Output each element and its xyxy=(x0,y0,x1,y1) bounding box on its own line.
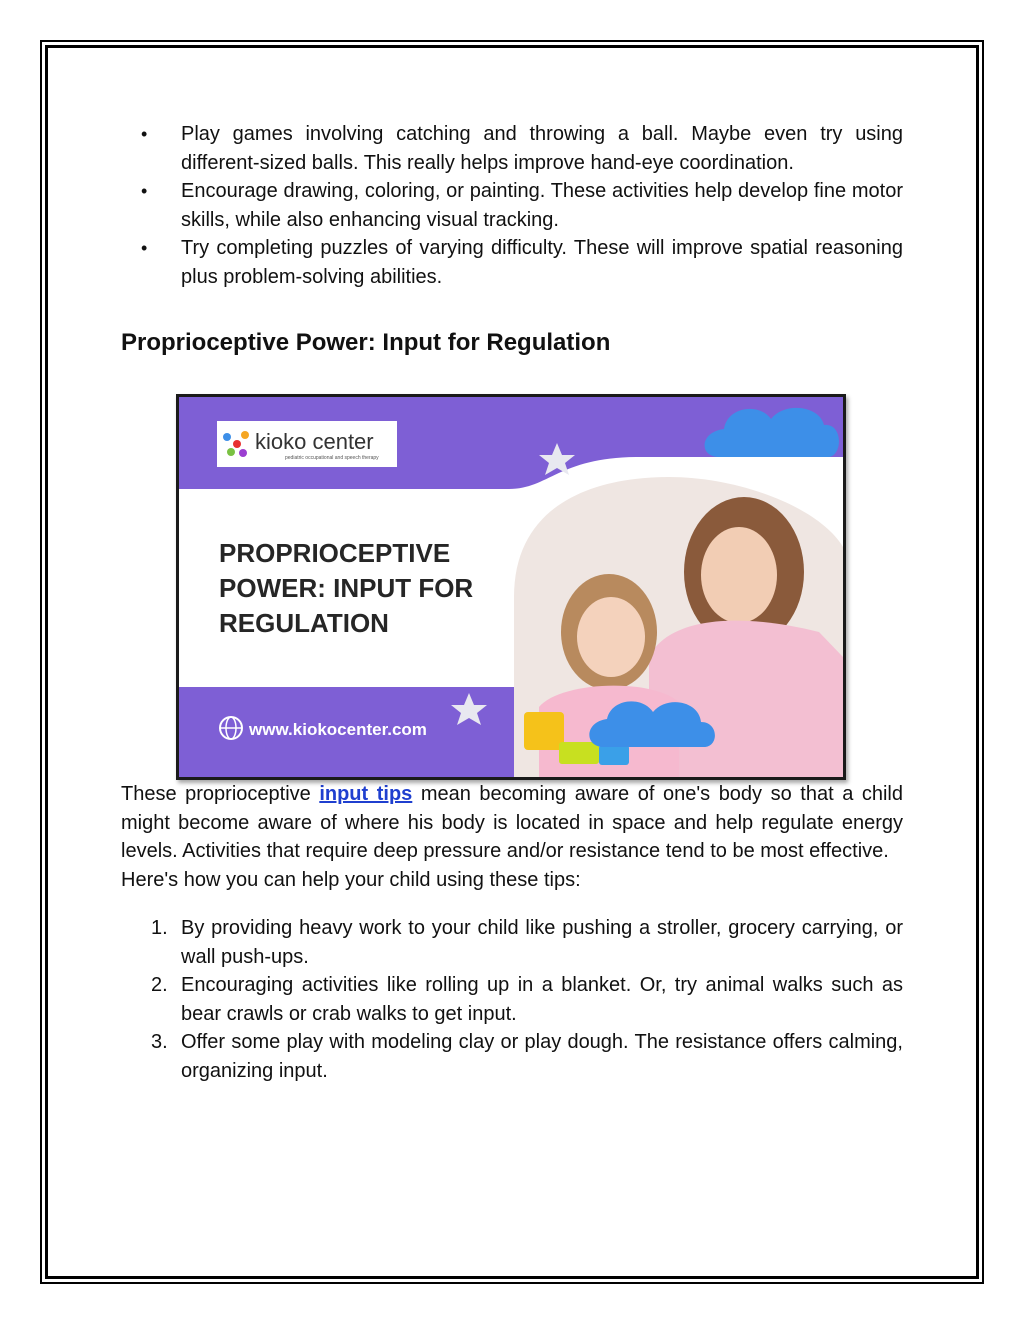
logo-tagline: pediatric occupational and speech therapy xyxy=(285,455,379,461)
list-number: 2. xyxy=(151,974,168,996)
list-item xyxy=(121,914,903,971)
steps-numbered-list xyxy=(121,914,903,1085)
list-number: 1. xyxy=(151,917,168,939)
list-item-text: Encouraging activities like rolling up in a blanket. Or, try animal walks such as bear crawls or crab walks to get input. xyxy=(181,974,903,1025)
section-heading: Proprioceptive Power: Input for Regulation xyxy=(121,329,611,356)
list-item xyxy=(121,971,903,1028)
body-paragraph xyxy=(121,780,903,866)
banner-headline-line3: REGULATION xyxy=(219,608,389,638)
paragraph-text: mean becoming aware of one's body so that a child might become aware of where his body is located in space and help regulate energy levels. Activities that require deep pressure and/or resistance tend to be most effective. xyxy=(121,783,903,862)
document-content xyxy=(121,120,903,1085)
banner-headline-line2: POWER: INPUT FOR xyxy=(219,573,474,603)
list-item-text: By providing heavy work to your child like pushing a stroller, grocery carrying, or wall push-ups. xyxy=(181,917,903,968)
banner-image xyxy=(176,394,846,780)
tips-bullet-list xyxy=(121,120,903,291)
paragraph-text: These proprioceptive xyxy=(121,783,320,805)
list-item xyxy=(121,1028,903,1085)
banner-website: www.kiokocenter.com xyxy=(249,720,427,739)
list-number: 3. xyxy=(151,1031,168,1053)
list-item: • Play games involving catching and throwing a ball. Maybe even try using different-sized balls. This really helps improve hand-eye coordination. xyxy=(121,120,903,177)
banner-headline-line1: PROPRIOCEPTIVE xyxy=(219,538,451,568)
list-item: • Encourage drawing, coloring, or painting. These activities help develop fine motor skills, while also enhancing visual tracking. xyxy=(121,177,903,234)
list-item-text: Offer some play with modeling clay or play dough. The resistance offers calming, organizing input. xyxy=(181,1031,903,1082)
body-paragraph: Here's how you can help your child using these tips: xyxy=(121,868,581,891)
input-tips-link[interactable]: input tips xyxy=(319,783,413,805)
list-item: • Try completing puzzles of varying difficulty. These will improve spatial reasoning plus problem-solving abilities. xyxy=(121,234,903,291)
logo-text: kioko center xyxy=(255,429,374,454)
